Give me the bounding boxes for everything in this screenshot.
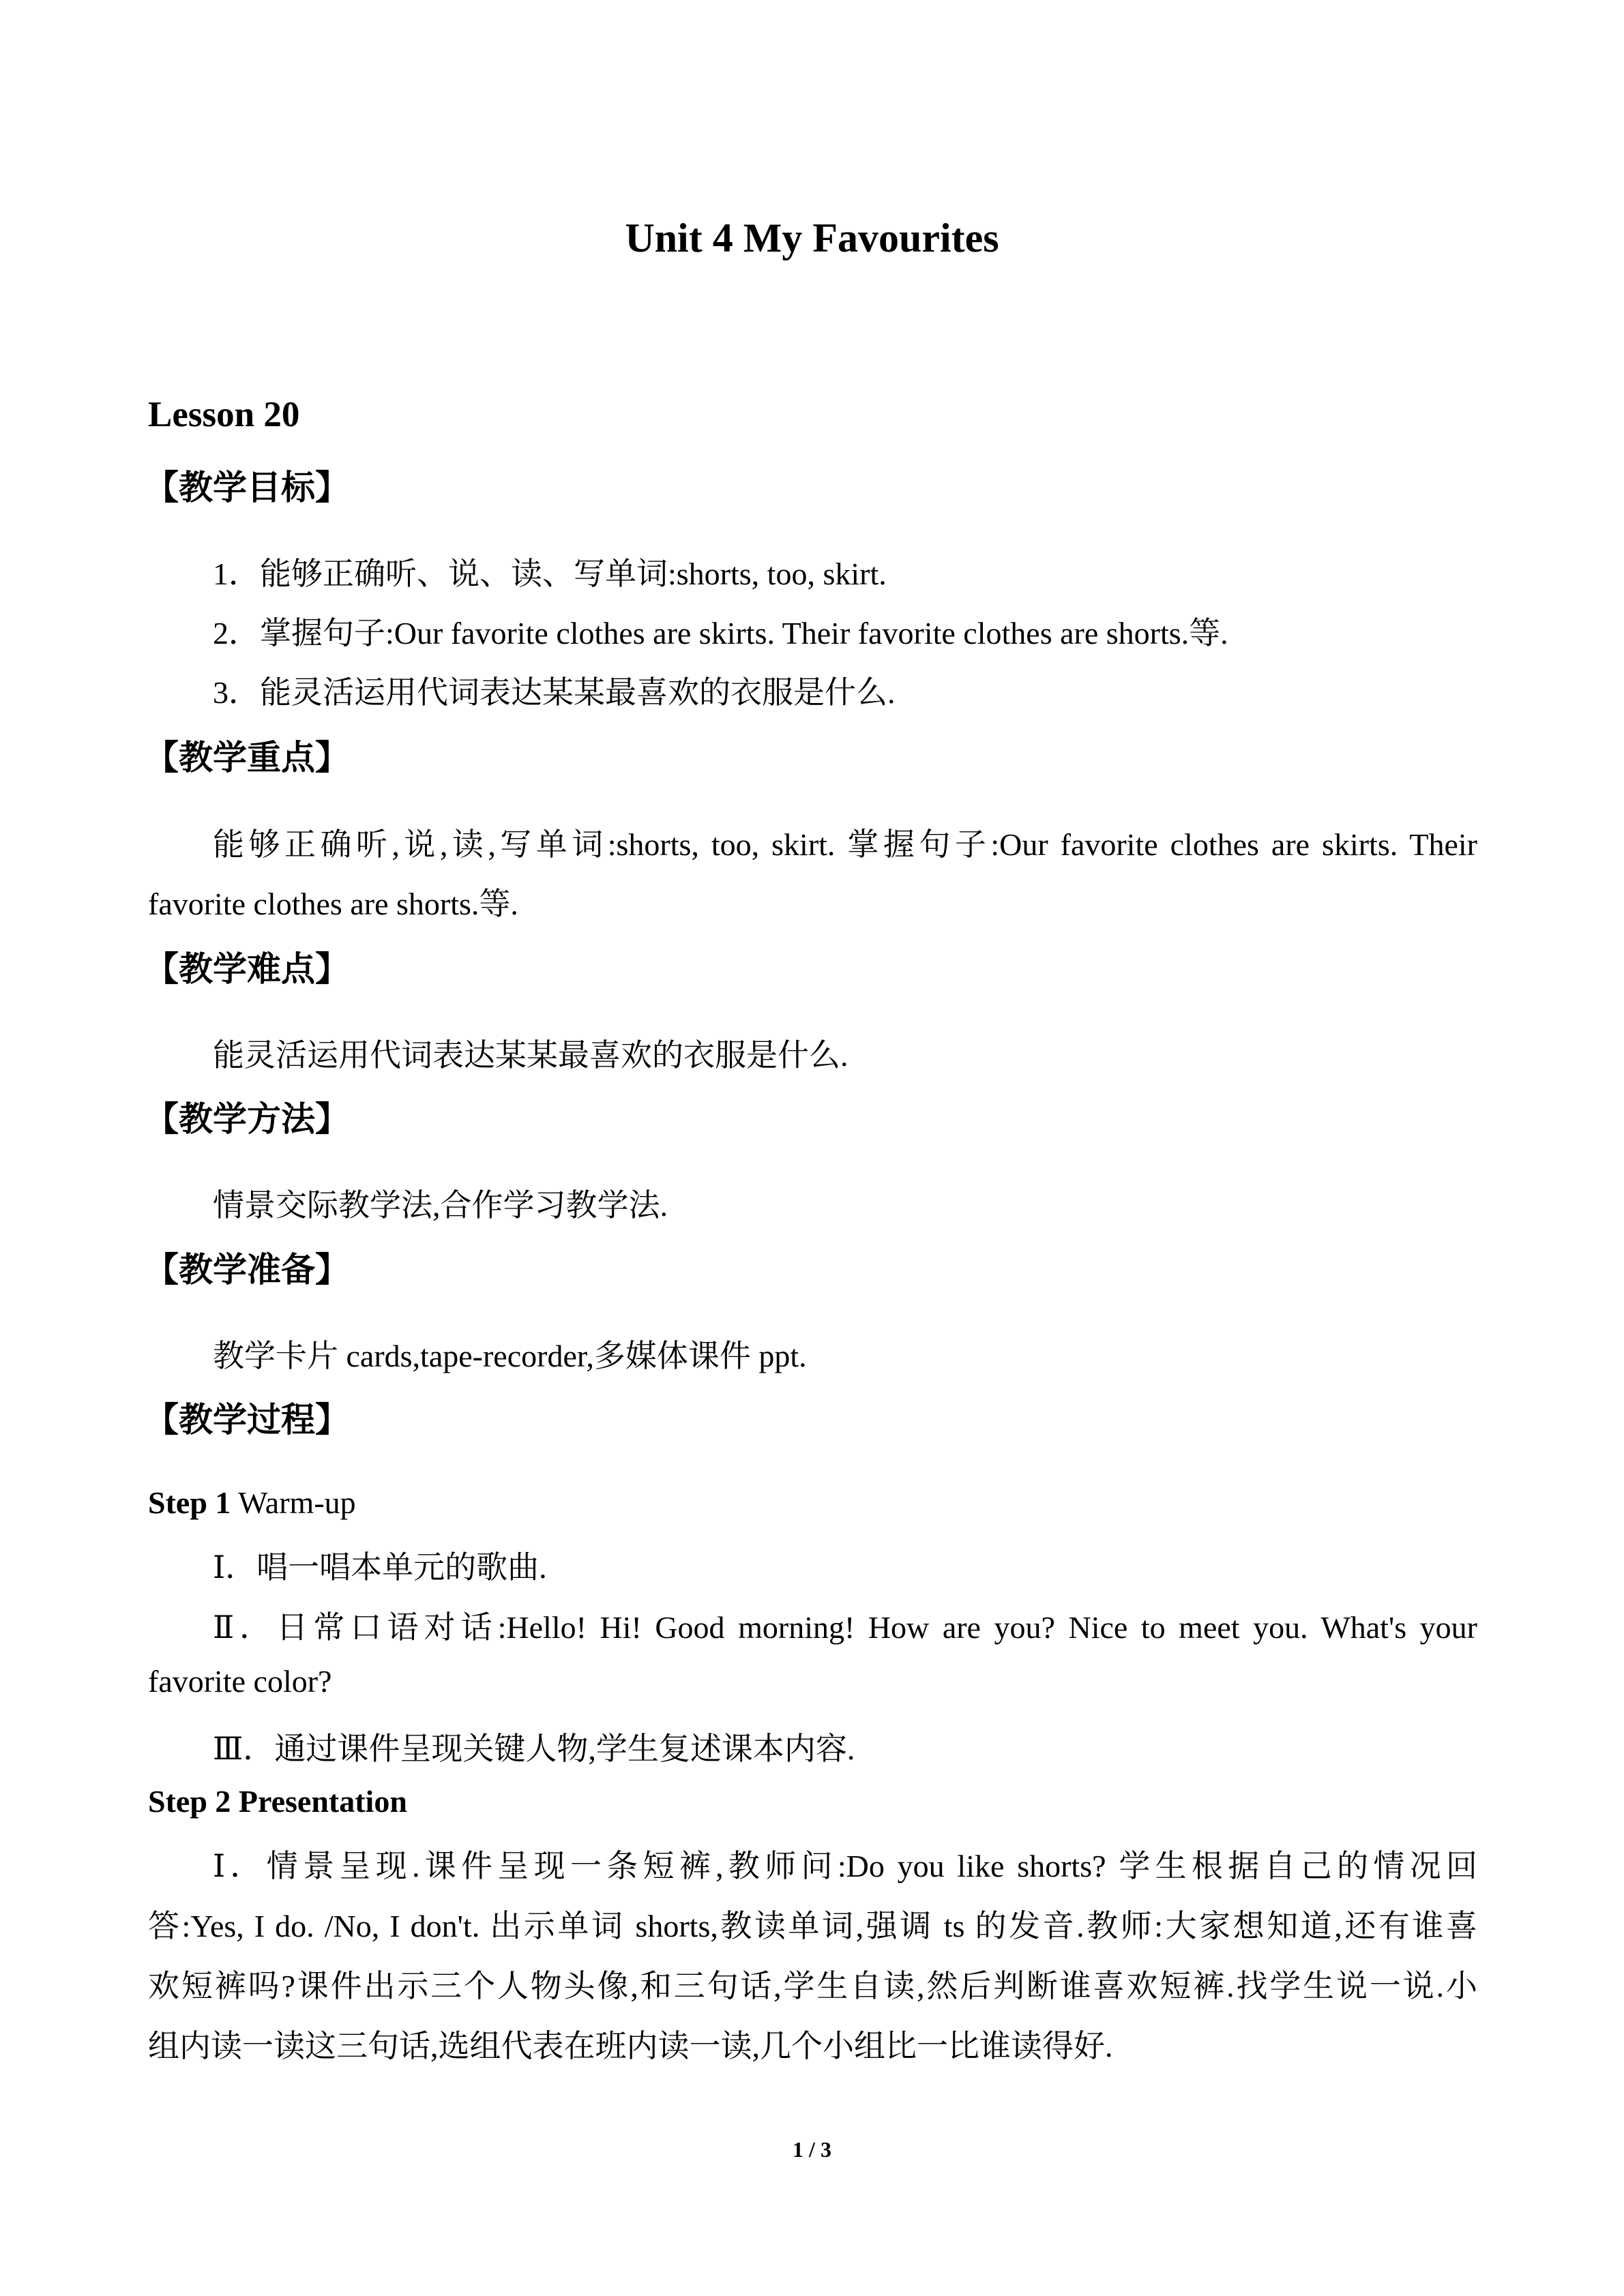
step1-item-1: Ⅰ．唱一唱本单元的歌曲. bbox=[213, 1550, 547, 1585]
step1-label: Step 1 bbox=[148, 1485, 231, 1520]
key-points-line-2: favorite clothes are shorts.等. bbox=[148, 886, 518, 921]
page-number: 1 / 3 bbox=[793, 2137, 831, 2162]
step1-item-3: Ⅲ．通过课件呈现关键人物,学生复述课本内容. bbox=[213, 1731, 855, 1766]
difficulties-heading: 【教学难点】 bbox=[145, 949, 349, 989]
step2-line-1: Ⅰ．情景呈现.课件呈现一条短裤,教师问:Do you like shorts? 学生根据自己的情况回 bbox=[213, 1849, 1477, 1883]
lesson-title: Lesson 20 bbox=[148, 395, 300, 434]
document-title: Unit 4 My Favourites bbox=[625, 215, 999, 260]
step2-line-4: 组内读一读这三句话,选组代表在班内读一读,几个小组比一比谁读得好. bbox=[148, 2029, 1113, 2063]
step1-title bbox=[148, 1485, 356, 1521]
step1-item-2-cont: favorite color? bbox=[148, 1664, 332, 1699]
step2-line-3: 欢短裤吗?课件出示三个人物头像,和三句话,学生自读,然后判断谁喜欢短裤.找学生说一说.小 bbox=[148, 1969, 1477, 2003]
process-heading: 【教学过程】 bbox=[145, 1400, 349, 1440]
preparation-text: 教学卡片 cards,tape-recorder,多媒体课件 ppt. bbox=[213, 1339, 807, 1373]
difficulties-text: 能灵活运用代词表达某某最喜欢的衣服是什么. bbox=[213, 1038, 848, 1073]
objectives-heading: 【教学目标】 bbox=[145, 468, 349, 507]
objective-item-1: 1．能够正确听、说、读、写单词:shorts, too, skirt. bbox=[213, 556, 887, 591]
step2-title: Step 2 Presentation bbox=[148, 1784, 407, 1819]
key-points-heading: 【教学重点】 bbox=[145, 738, 349, 777]
methods-text: 情景交际教学法,合作学习教学法. bbox=[213, 1188, 668, 1223]
step2-line-2: 答:Yes, I do. /No, I don't. 出示单词 shorts,教读单词,强调 ts 的发音.教师:大家想知道,还有谁喜 bbox=[148, 1909, 1477, 1943]
objective-item-2: 2．掌握句子:Our favorite clothes are skirts. Their favorite clothes are shorts.等. bbox=[213, 616, 1228, 651]
preparation-heading: 【教学准备】 bbox=[145, 1250, 349, 1289]
key-points-line-1: 能够正确听,说,读,写单词:shorts, too, skirt. 掌握句子:Our favorite clothes are skirts. Their bbox=[213, 827, 1477, 862]
step1-name: Warm-up bbox=[238, 1485, 356, 1520]
step1-item-2: Ⅱ．日常口语对话:Hello! Hi! Good morning! How are you? Nice to meet you. What's your bbox=[213, 1610, 1477, 1645]
methods-heading: 【教学方法】 bbox=[145, 1099, 349, 1139]
objective-item-3: 3．能灵活运用代词表达某某最喜欢的衣服是什么. bbox=[213, 675, 896, 710]
